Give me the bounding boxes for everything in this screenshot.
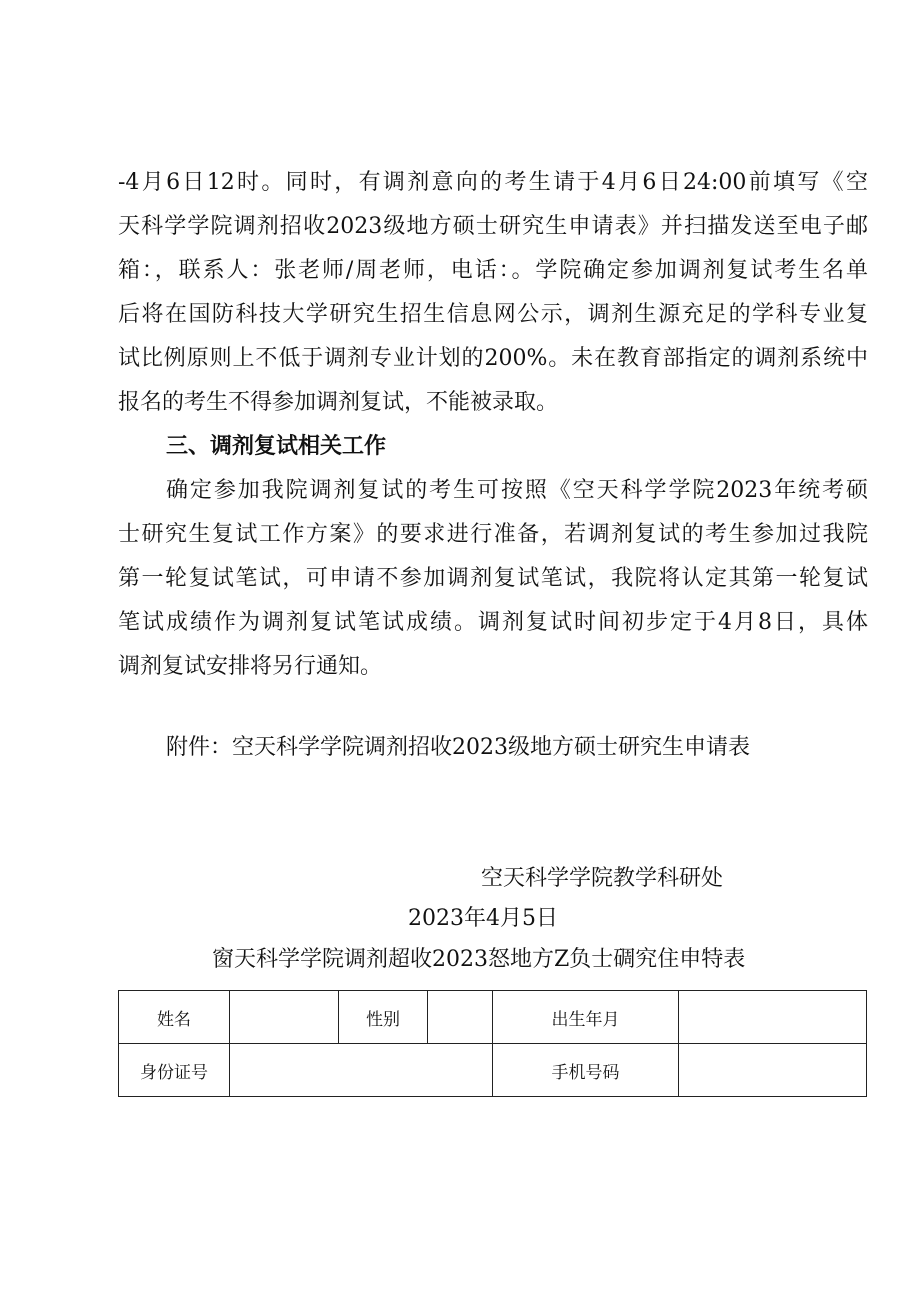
section-line: 士研究生复试工作方案》的要求进行准备，若调剂复试的考生参加过我院: [118, 522, 868, 547]
table-row: [119, 991, 867, 1044]
section-line: 笔试成绩作为调剂复试笔试成绩。调剂复试时间初步定于4月8日，具体: [118, 610, 868, 635]
gender-label: 性别: [339, 991, 428, 1044]
name-field[interactable]: [230, 991, 339, 1044]
section-line: 确定参加我院调剂复试的考生可按照《空天科学学院2023年统考硕: [166, 478, 868, 503]
id-label: 身份证号: [119, 1044, 230, 1097]
section-heading: 三、调剂复试相关工作: [166, 434, 387, 459]
id-field[interactable]: [230, 1044, 493, 1097]
body-line: -4月6日12时。同时，有调剂意向的考生请于4月6日24:00前填写《空: [118, 170, 868, 195]
signature-date: 2023年4月5日: [408, 906, 558, 931]
section-line: 第一轮复试笔试，可申请不参加调剂复试笔试，我院将认定其第一轮复试: [118, 566, 868, 591]
phone-label: 手机号码: [493, 1044, 679, 1097]
body-line: 天科学学院调剂招收2023级地方硕士研究生申请表》并扫描发送至电子邮: [118, 214, 868, 239]
form-title: 窗天科学学院调剂超收2023怒地方Z负士碉究住申特表: [212, 947, 746, 972]
body-line: 报名的考生不得参加调剂复试，不能被录取。: [118, 390, 559, 415]
birth-label: 出生年月: [493, 991, 679, 1044]
application-form-table: [118, 990, 867, 1097]
body-line: 试比例原则上不低于调剂专业计划的200%。未在教育部指定的调剂系统中: [118, 346, 868, 371]
name-label: 姓名: [119, 991, 230, 1044]
section-line: 调剂复试安排将另行通知。: [118, 654, 383, 679]
signature-org: 空天科学学院教学科研处: [481, 866, 724, 891]
body-line: 箱：，联系人：张老师/周老师，电话：。学院确定参加调剂复试考生名单: [118, 258, 868, 283]
body-line: 后将在国防科技大学研究生招生信息网公示，调剂生源充足的学科专业复: [118, 302, 868, 327]
table-row: [119, 1044, 867, 1097]
gender-field[interactable]: [428, 991, 493, 1044]
birth-field[interactable]: [679, 991, 867, 1044]
attachment-note: 附件：空天科学学院调剂招收2023级地方硕士研究生申请表: [166, 735, 750, 760]
phone-field[interactable]: [679, 1044, 867, 1097]
